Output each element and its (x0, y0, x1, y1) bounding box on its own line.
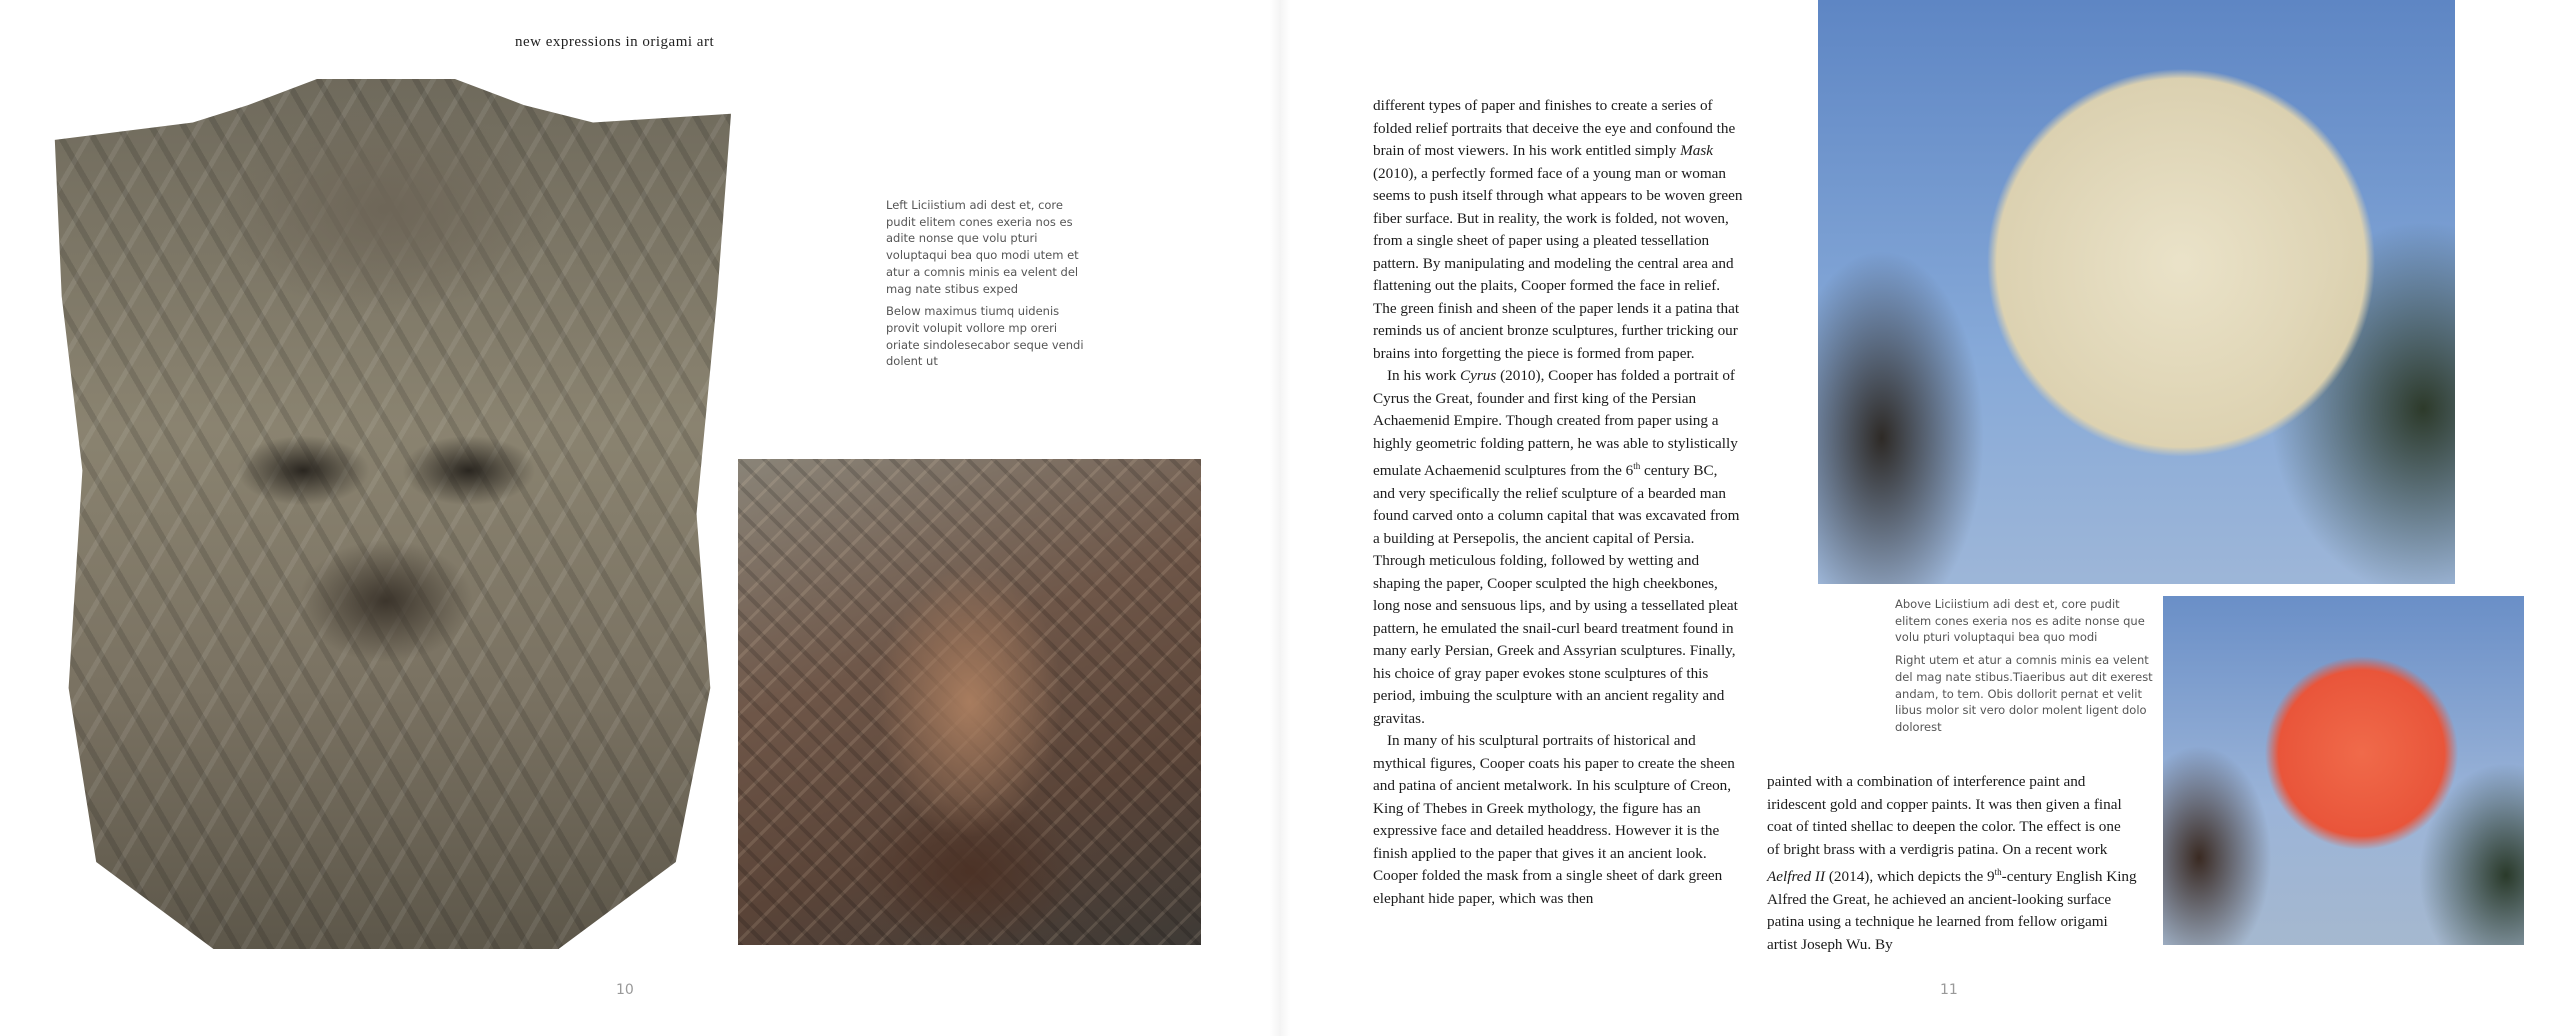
text: century BC, and very specifically the relief sculpture of a bearded man found carved onto a column capital that was excavated from a building at Persepolis, the ancient capital of Persia. Through meticulous folding, followed by wetting and shaping the paper, Cooper sculpted the high cheekbones, long nose and sensuous lips, and by using a tessellated pleat pattern, he emulated the snail-curl beard treatment found in many early Persian, Greek and Assyrian sculptures. Finally, his choice of gray paper evokes stone sculptures of this period, imbuing the sculpture with an ancient regality and gravitas. (1373, 462, 1740, 727)
text: different types of paper and finishes to create a series of folded relief portraits that deceive the eye and confound the brain of most viewers. In his work entitled simply (1373, 97, 1736, 159)
text: (2010), a perfectly formed face of a young man or woman seems to push itself through what appears to be woven green fiber surface. But in reality, the work is folded, not woven, from a single sheet of paper using a pleated tessellation pattern. By manipulating and modeling the central area and flattening out the plaits, Cooper formed the face in relief. The green finish and sheen of the paper lends it a patina that reminds us of ancient bronze sculptures, further tricking our brains into forgetting the piece is formed from paper. (1373, 164, 1743, 362)
red-tessellation-photo (2163, 596, 2524, 945)
paragraph-mask (1373, 95, 1743, 365)
mask-sculpture-photo (41, 79, 731, 949)
page-number-left: 10 (616, 982, 634, 998)
body-column-1 (1373, 95, 1743, 910)
running-head: new expressions in origami art (515, 34, 715, 50)
paragraph-aelfred (1767, 771, 2137, 956)
superscript: th (1994, 867, 2002, 877)
right-page-caption (1895, 596, 2155, 742)
paragraph-creon: In many of his sculptural portraits of historical and mythical figures, Cooper coats his paper to create the sheen and patina of ancient metalwork. In his sculpture of Creon, King of Thebes in Greek mythology, the figure has an expressive face and detailed headdress. However it is the finish applied to the paper that gives it an ancient look. Cooper folded the mask from a single sheet of dark green elephant hide paper, which was then (1373, 732, 1735, 907)
caption-above: Above Liciistium adi dest et, core pudit elitem cones exeria nos es adite nonse que volu pturi voluptaqui bea quo modi (1895, 597, 2145, 645)
text: (2014), which depicts the 9 (1825, 868, 1995, 886)
page-gutter (1270, 0, 1290, 1036)
text: painted with a combination of interference paint and iridescent gold and copper paints. It was then given a final coat of tinted shellac to deepen the color. The effect is one of bright brass with a verdigris patina. On a recent work (1767, 773, 2122, 858)
artwork-title: Aelfred II (1767, 868, 1826, 886)
cyrus-sculpture-photo (738, 459, 1201, 945)
text: In his work (1387, 367, 1460, 384)
caption-right: Right utem et atur a comnis minis ea velent del mag nate stibus.Tiaeribus aut dit exerest andam, to tem. Obis dollorit pernat et velit libus molor sit vero dolor molent ligent dolo dolorest (1895, 653, 2153, 734)
page-number-right: 11 (1940, 982, 1958, 998)
superscript: th (1633, 461, 1641, 471)
artwork-title: Cyrus (1459, 367, 1497, 384)
body-column-2 (1767, 771, 2137, 956)
text: -century English King Alfred the Great, he achieved an ancient-looking surface patina using a technique he learned from fellow origami artist Joseph Wu. By (1767, 868, 2137, 953)
tessellation-backlit-photo (1818, 0, 2455, 584)
paragraph-cyrus (1373, 365, 1743, 730)
text: (2010), Cooper has folded a portrait of Cyrus the Great, founder and first king of the Persian Achaemenid Empire. Though created from paper using a highly geometric folding pattern, he was able to stylistically emulate Achaemenid sculptures from the 6 (1373, 367, 1738, 480)
caption-below: Below maximus tiumq uidenis provit volupit vollore mp oreri oriate sindolesecabor seque vendi dolent ut (886, 304, 1084, 369)
left-page-caption (886, 197, 1086, 376)
artwork-title: Mask (1680, 142, 1713, 159)
caption-left: Left Liciistium adi dest et, core pudit elitem cones exeria nos es adite nonse que volu pturi voluptaqui bea quo modi utem et atur a comnis minis ea velent del mag nate stibus exped (886, 198, 1079, 296)
